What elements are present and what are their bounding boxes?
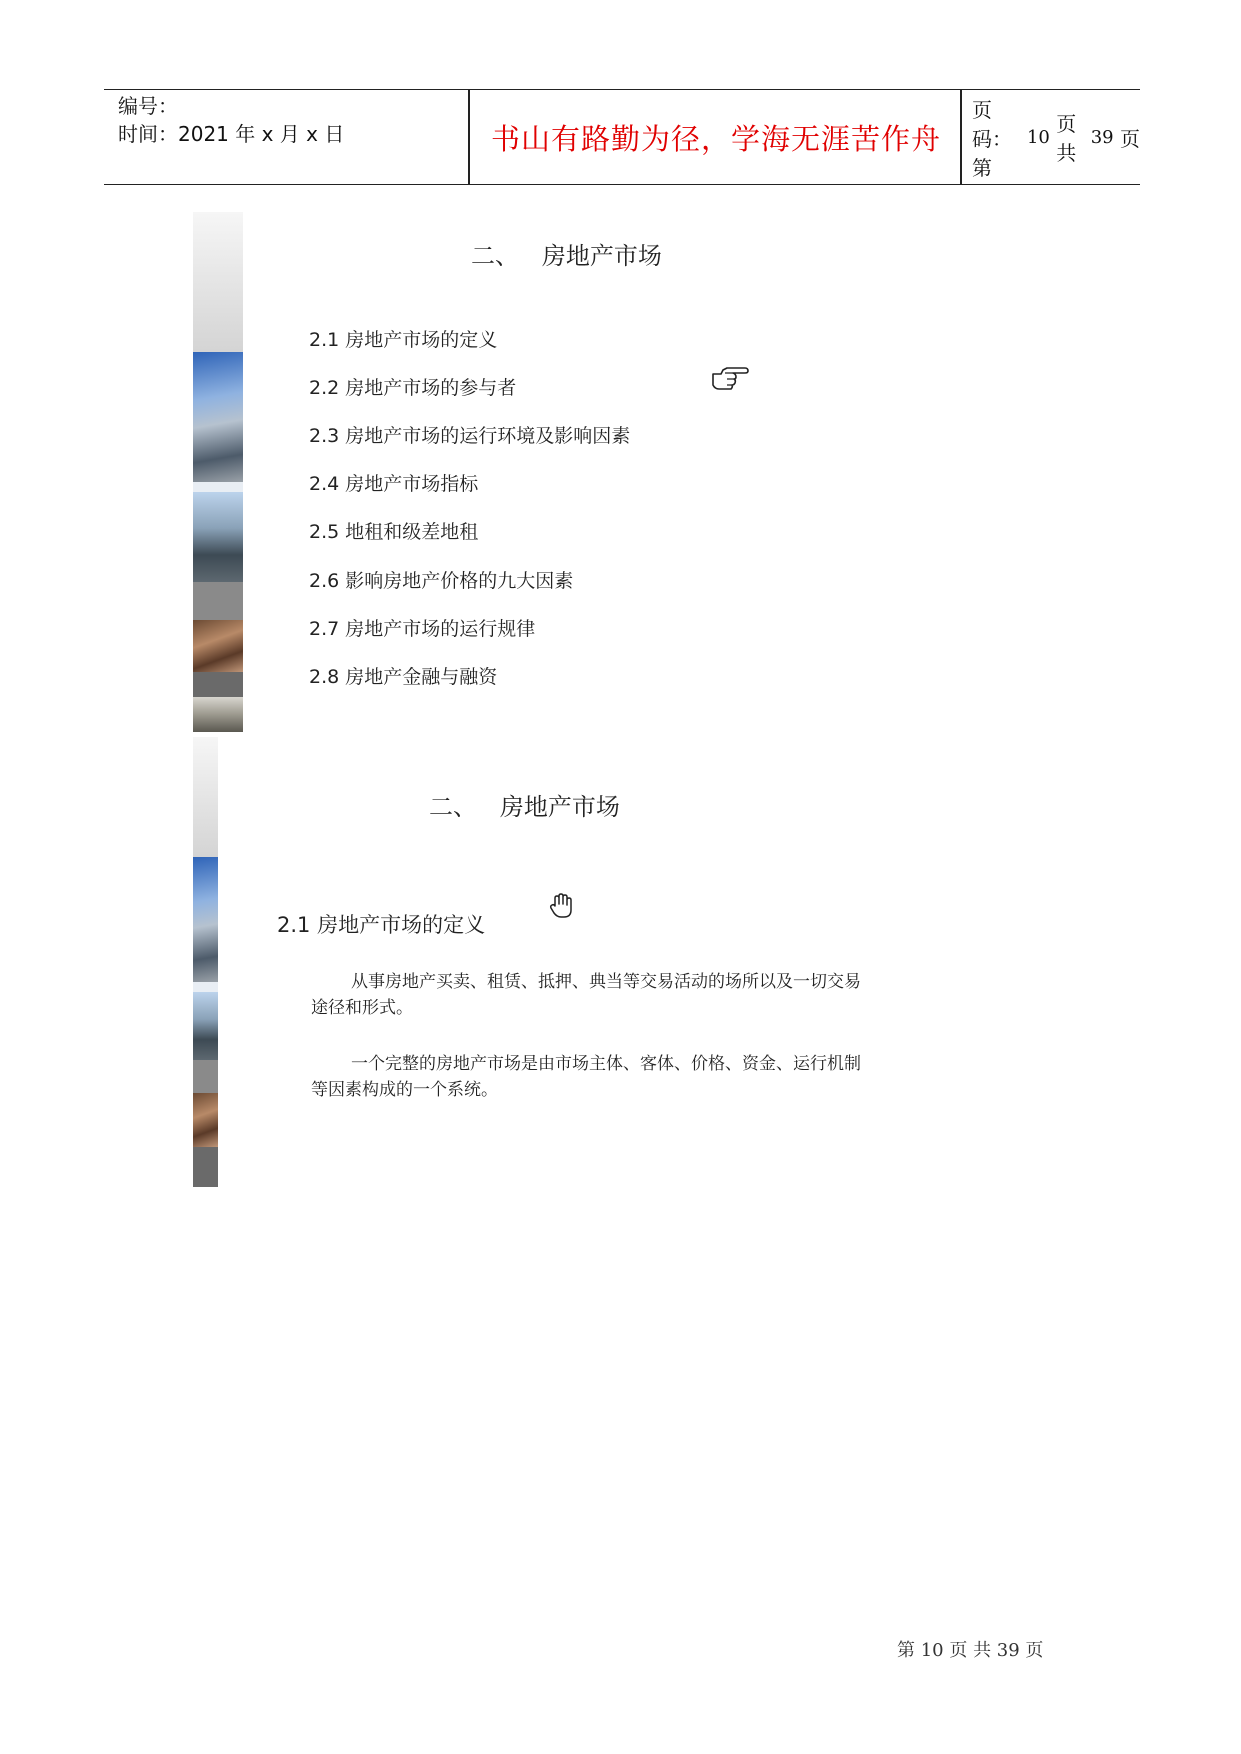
toc-item[interactable]: 2.6 影响房地产价格的九大因素 (309, 570, 574, 592)
footer-page-indicator: 第 10 页 共 39 页 (897, 1640, 1044, 1661)
page-total: 39 (1090, 126, 1114, 148)
page-mid: 页 共 (1056, 112, 1077, 165)
section-heading: 2.1 房地产市场的定义 (277, 913, 486, 937)
page-prefix: 页码：第 (972, 97, 1012, 180)
header-divider (468, 90, 470, 184)
header-divider (960, 90, 962, 184)
toc-item[interactable]: 2.7 房地产市场的运行规律 (309, 618, 536, 640)
paragraph: 一个完整的房地产市场是由市场主体、客体、价格、资金、运行机制等因素构成的一个系统。 (311, 1054, 861, 1100)
paragraph: 从事房地产买卖、租赁、抵押、典当等交易活动的场所以及一切交易途径和形式。 (311, 972, 861, 1018)
page-number: 10 (1026, 126, 1050, 148)
slide-title: 二、 房地产市场 (471, 242, 662, 270)
pointing-hand-icon (711, 364, 749, 394)
toc-item[interactable]: 2.1 房地产市场的定义 (309, 329, 498, 351)
page-header (104, 89, 1140, 185)
toc-item[interactable]: 2.8 房地产金融与融资 (309, 666, 498, 688)
date-line: 时间：2021 年 x 月 x 日 (118, 122, 345, 146)
slide-title: 二、 房地产市场 (429, 793, 620, 821)
page-suffix: 页 (1120, 126, 1140, 151)
header-left-cell (118, 92, 468, 148)
doc-number-label: 编号： (118, 94, 178, 118)
toc-item[interactable]: 2.5 地租和级差地租 (309, 521, 479, 543)
toc-item[interactable]: 2.2 房地产市场的参与者 (309, 377, 517, 399)
slide-definition (193, 737, 883, 1187)
slide-toc (193, 212, 813, 732)
toc-item[interactable]: 2.3 房地产市场的运行环境及影响因素 (309, 425, 631, 447)
grab-hand-icon (549, 892, 575, 920)
toc-item[interactable]: 2.4 房地产市场指标 (309, 473, 479, 495)
header-motto: 书山有路勤为径，学海无涯苦作舟 (490, 121, 941, 156)
header-page-info (972, 90, 1140, 184)
